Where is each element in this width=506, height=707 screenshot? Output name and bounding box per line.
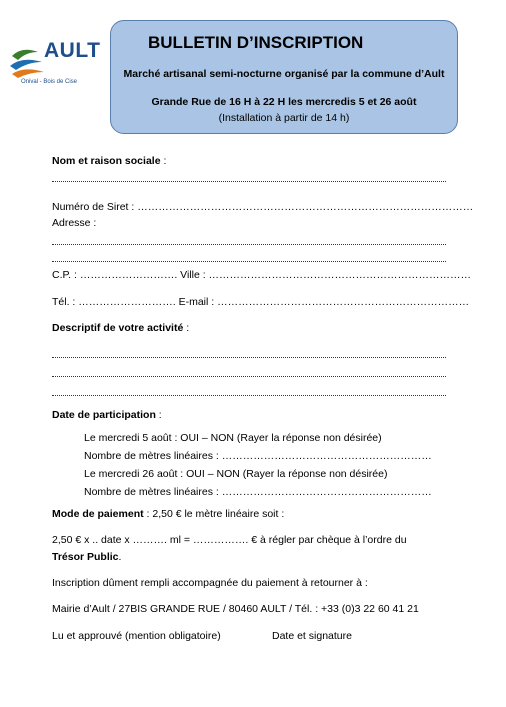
tel-email-field[interactable]: Tél. : ………………………. E-mail : ……………………………………………………………… bbox=[52, 296, 470, 308]
date-label: Date de participation bbox=[52, 409, 156, 421]
logo-subtitle: Onival - Bois de Cise bbox=[21, 79, 78, 85]
adresse-dotted-line-1[interactable] bbox=[52, 244, 446, 245]
nom-colon: : bbox=[160, 155, 167, 167]
siret-field[interactable]: Numéro de Siret : …………………………………………………………………………………… bbox=[52, 201, 474, 213]
nom-field[interactable] bbox=[52, 155, 166, 167]
mercredi26-option[interactable]: Le mercredi 26 août : OUI – NON (Rayer la réponse non désirée) bbox=[84, 468, 388, 480]
nom-dotted-line[interactable] bbox=[52, 181, 446, 182]
paiement-heading bbox=[52, 508, 284, 520]
calcul-line[interactable]: 2,50 € x .. date x ………. ml = ……………. € à régler par chèque à l’ordre du bbox=[52, 534, 407, 546]
lu-approuve-label: Lu et approuvé (mention obligatoire) bbox=[52, 630, 221, 642]
paiement-rate: : 2,50 € le mètre linéaire soit : bbox=[143, 508, 285, 520]
tresor-public: Trésor Public bbox=[52, 551, 119, 563]
date-heading bbox=[52, 409, 162, 421]
descriptif-dotted-line-2[interactable] bbox=[52, 376, 446, 377]
descriptif-label: Descriptif de votre activité bbox=[52, 322, 184, 334]
paiement-label: Mode de paiement bbox=[52, 508, 144, 520]
logo-wordmark: AULT bbox=[44, 39, 101, 62]
adresse-label: Adresse : bbox=[52, 217, 97, 229]
metres-field-1[interactable]: Nombre de mètres linéaires : …………………………………………………… bbox=[84, 450, 432, 462]
date-signature-label: Date et signature bbox=[272, 630, 352, 642]
descriptif-dotted-line-1[interactable] bbox=[52, 357, 446, 358]
page-title: BULLETIN D’INSCRIPTION bbox=[148, 33, 364, 52]
mercredi5-option[interactable]: Le mercredi 5 août : OUI – NON (Rayer la réponse non désirée) bbox=[84, 432, 382, 444]
metres-field-2[interactable]: Nombre de mètres linéaires : …………………………………………………… bbox=[84, 486, 432, 498]
tresor-dot: . bbox=[118, 551, 122, 563]
descriptif-heading bbox=[52, 322, 189, 334]
installation-note: (Installation à partir de 14 h) bbox=[218, 112, 350, 124]
adresse-dotted-line-2[interactable] bbox=[52, 261, 446, 262]
wave-logo-icon bbox=[8, 44, 48, 84]
cp-ville-field[interactable]: C.P. : ………………………. Ville : ………………………………………………………………… bbox=[52, 269, 472, 281]
event-schedule: Grande Rue de 16 H à 22 H les mercredis 5 et 26 août bbox=[151, 96, 417, 108]
event-description: Marché artisanal semi-nocturne organisé par la commune d’Ault bbox=[123, 68, 445, 80]
ault-logo bbox=[8, 40, 100, 90]
header-box bbox=[110, 20, 458, 134]
descriptif-dotted-line-3[interactable] bbox=[52, 395, 446, 396]
nom-label: Nom et raison sociale bbox=[52, 155, 161, 167]
descriptif-colon: : bbox=[183, 322, 190, 334]
date-colon: : bbox=[155, 409, 162, 421]
inscription-instruction: Inscription dûment rempli accompagnée du paiement à retourner à : bbox=[52, 577, 368, 589]
mairie-address: Mairie d’Ault / 27BIS GRANDE RUE / 80460 AULT / Tél. : +33 (0)3 22 60 41 21 bbox=[52, 603, 419, 615]
tresor-line bbox=[52, 551, 121, 563]
